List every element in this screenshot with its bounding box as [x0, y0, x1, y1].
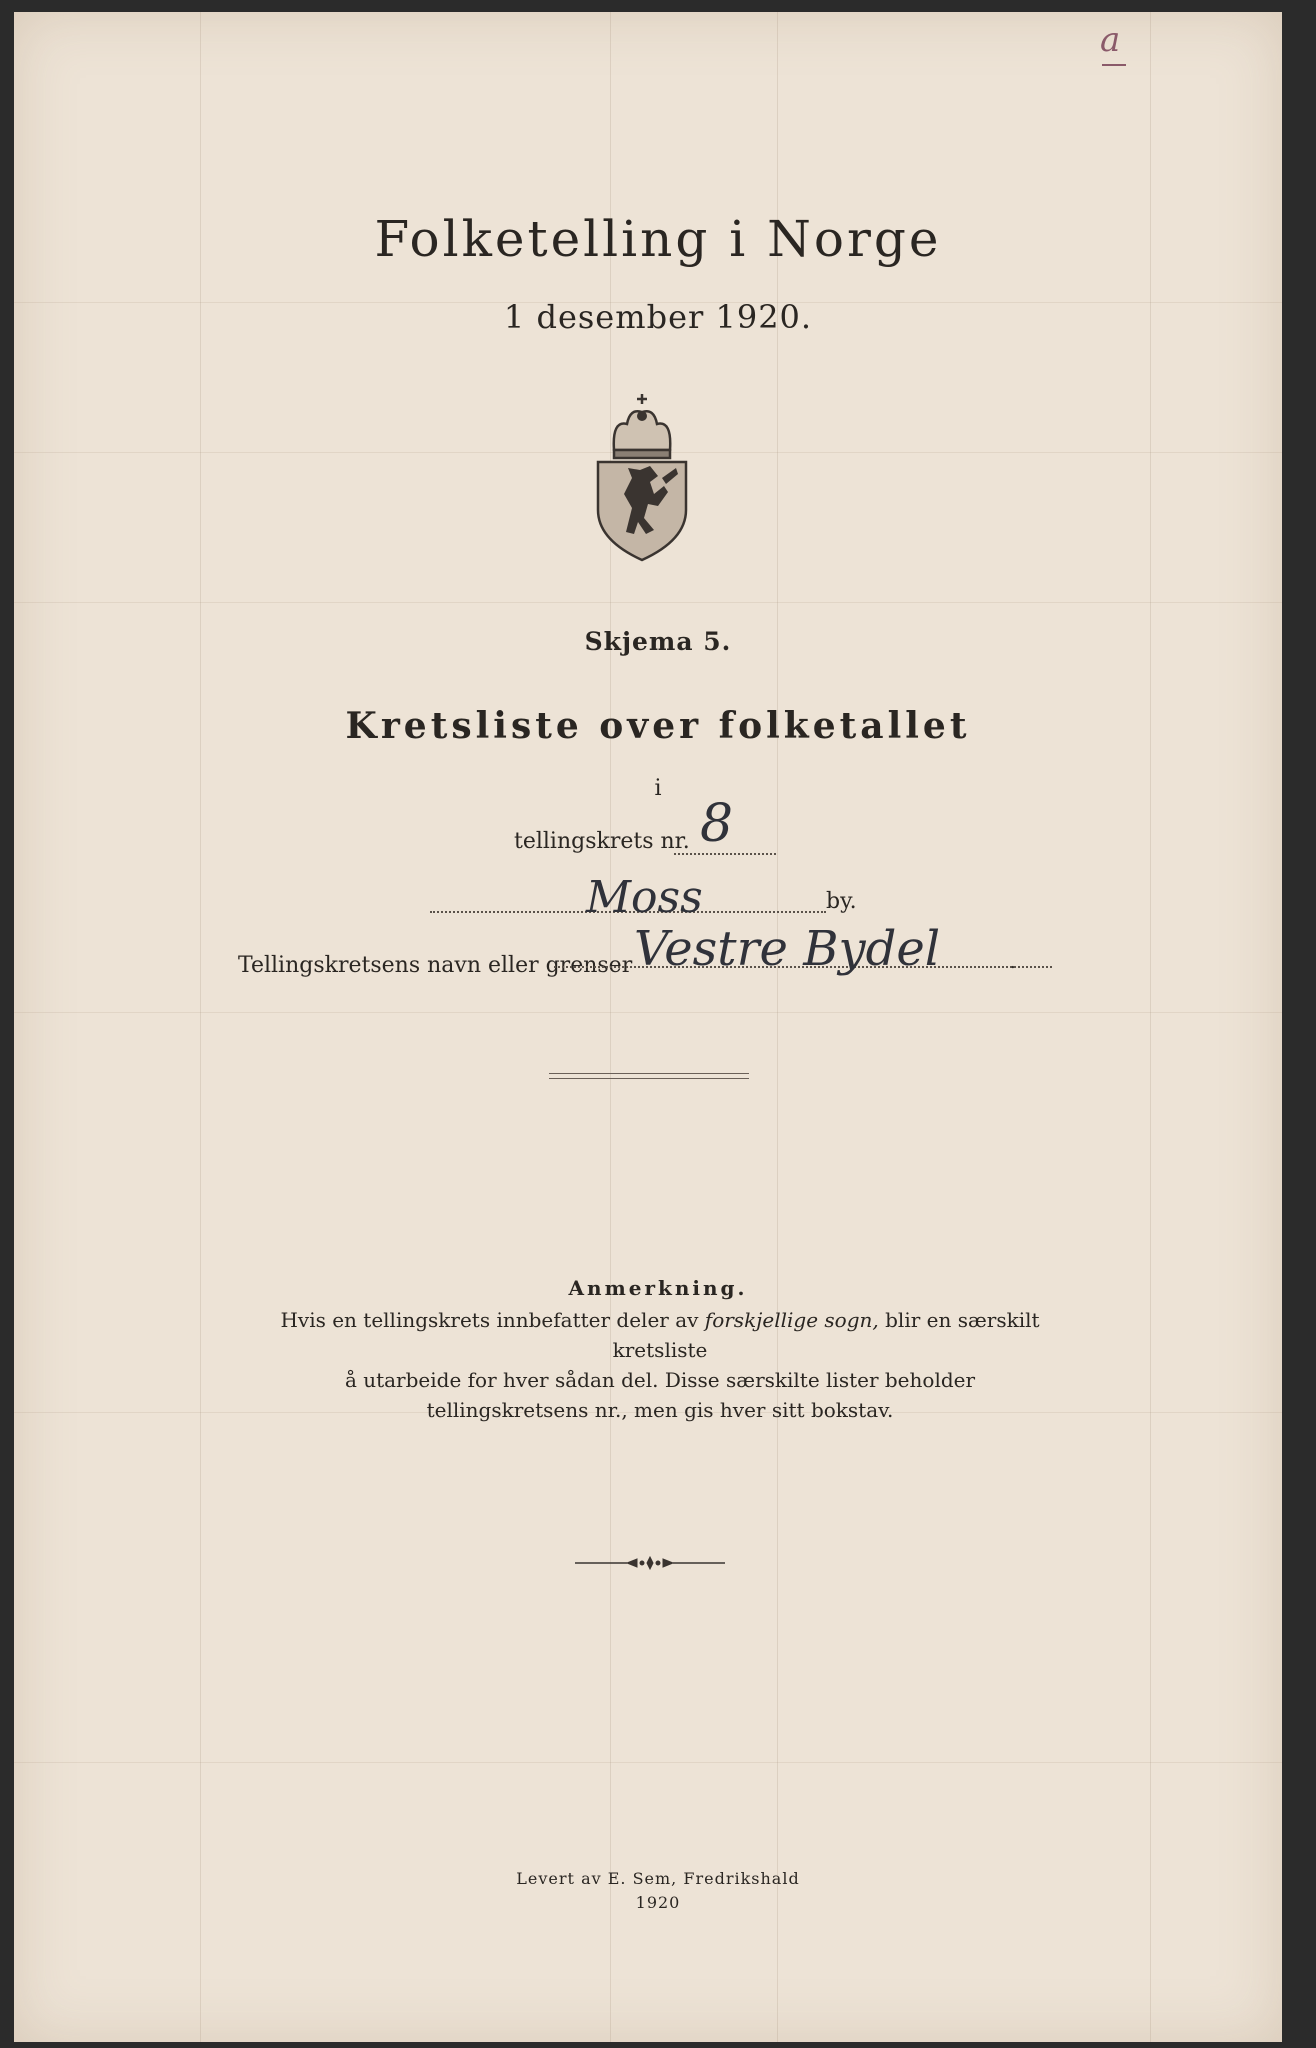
district-number-handwritten: 8	[700, 794, 734, 854]
town-suffix: by.	[826, 889, 857, 914]
schema-number: Skjema 5.	[584, 627, 732, 656]
document-title: Folketelling i Norge	[374, 210, 942, 268]
remark-line-2: å utarbeide for hver sådan del. Disse særskilte lister beholder	[344, 1368, 976, 1392]
remark-title: Anmerkning.	[568, 1276, 748, 1300]
printer-year: 1920	[635, 1893, 681, 1912]
district-name-label: Tellingskretsens navn eller grenser	[238, 953, 633, 978]
show-through-line	[14, 1762, 1282, 1763]
printer-imprint	[0, 1867, 1316, 1915]
remark-line-1-emphasis: forskjellige sogn,	[704, 1308, 879, 1332]
district-name-handwritten: Vestre Bydel	[634, 921, 941, 977]
norwegian-coat-of-arms-icon	[592, 390, 692, 565]
remark-line-1-end: blir en særskilt kretsliste	[612, 1308, 1040, 1362]
preposition-text: i	[654, 776, 662, 801]
show-through-line	[14, 602, 1282, 603]
decorative-ornament-icon	[575, 1556, 725, 1570]
remark-line-1-start: Hvis en tellingskrets innbefatter deler av	[280, 1308, 705, 1332]
show-through-line	[14, 1012, 1282, 1013]
town-name-handwritten: Moss	[586, 872, 703, 923]
archive-corner-mark: a	[1100, 20, 1121, 60]
district-number-label: tellingskrets nr.	[514, 829, 690, 854]
printer-name: Levert av E. Sem, Fredrikshald	[516, 1869, 800, 1888]
district-name-suffix: .	[1010, 952, 1016, 973]
census-date: 1 desember 1920.	[503, 298, 813, 336]
remark-line-3: tellingskretsens nr., men gis hver sitt bokstav.	[426, 1398, 894, 1422]
remark-line-1	[240, 1305, 1080, 1365]
section-divider	[549, 1073, 749, 1079]
form-heading: Kretsliste over folketallet	[345, 705, 971, 747]
remark-body	[240, 1305, 1080, 1425]
